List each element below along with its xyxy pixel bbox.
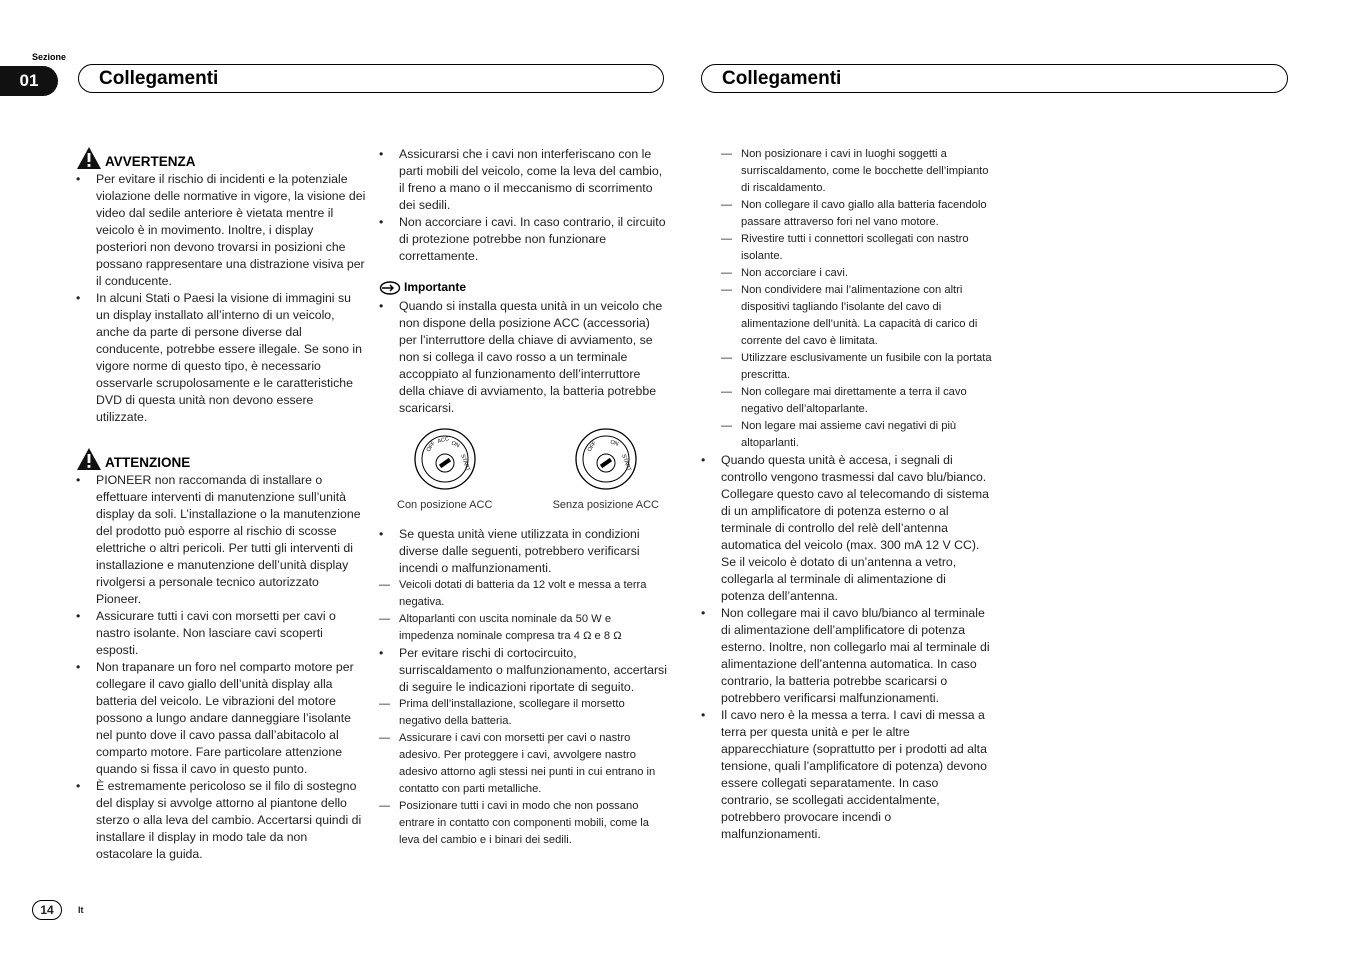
sub-list-item: — Altoparlanti con uscita nominale da 50 W e impedenza nominale compresa tra 4 Ω e 8 Ω [379, 611, 667, 645]
dash-list [721, 146, 993, 452]
key-label-acc: ACC [436, 436, 450, 445]
key-label-start: START [458, 453, 471, 473]
sub-list-item: — Non condividere mai l’alimentazione con altri dispositivi tagliando l’isolante del cavo di alimentazione dell’unità. La capacità di carico di corrente del cavo è limitata. [721, 282, 993, 350]
warning-triangle-icon [76, 146, 102, 170]
sub-list-item: — Utilizzare esclusivamente un fusibile con la portata prescritta. [721, 350, 993, 384]
conditions-list [379, 526, 667, 849]
section-label: Sezione [32, 52, 67, 62]
list-item: • Assicurare tutti i cavi con morsetti per cavi o nastro isolante. Non lasciare cavi scoperti esposti. [76, 608, 366, 659]
list-item-text: Per evitare rischi di cortocircuito, surriscaldamento o malfunzionamento, accertarsi di seguire le indicazioni riportate di seguito. [399, 646, 667, 694]
caution-heading [76, 447, 366, 471]
header-title-left: Collegamenti [99, 67, 219, 89]
figure-with-acc [397, 427, 492, 514]
warning-list [76, 171, 366, 426]
list-item: • Non accorciare i cavi. In caso contrario, il circuito di protezione potrebbe non funzionare correttamente. [379, 214, 667, 265]
sub-list-item: — Non accorciare i cavi. [721, 265, 993, 282]
list-item: • Per evitare il rischio di incidenti e la potenziale violazione delle normative in vigore, la visione dei video dal sedile anteriore è vietata mentre il veicolo è in movimento. Inoltre, i display posteriori non devono trovarsi in posizioni che possano rappresentare una distrazione visiva per il conducente. [76, 171, 366, 290]
sub-list-item: — Posizionare tutti i cavi in modo che non possano entrare in contatto con componenti mobili, come la leva del cambio e i binari dei sedili. [379, 798, 667, 849]
list-item [379, 645, 667, 849]
list-item: • In alcuni Stati o Paesi la visione di immagini su un display installato all’interno di un veicolo, anche da parte di persone diverse dal conducente, potrebbe essere illegale. Se sono in vigore norme di questo tipo, è necessario osservarle scrupolosamente e le caratteristiche DVD di questa unità non devono essere utilizzate. [76, 290, 366, 426]
warning-title: AVVERTENZA [105, 154, 196, 169]
list-item: • Quando si installa questa unità in un veicolo che non dispone della posizione ACC (accessoria) per l’interruttore della chiave di avviamento, se non si collega il cavo rosso a un terminale accoppiato al funzionamento dell’interruttore della chiave di avviamento, la batteria potrebbe scaricarsi. [379, 298, 667, 417]
sub-list-item: — Assicurare i cavi con morsetti per cavi o nastro adesivo. Per proteggere i cavi, avvolgere nastro adesivo attorno agli stessi nei punti in cui entrano in contatto con parti metalliche. [379, 730, 667, 798]
language-code: It [78, 905, 84, 915]
key-label-start: START [619, 453, 632, 473]
figure-without-acc [553, 427, 659, 514]
header-bar-right [701, 64, 1288, 93]
list-item: • È estremamente pericoloso se il filo di sostegno del display si avvolge attorno al piantone dello sterzo o alla leva del cambio. Accertarsi quindi di installare il display in modo tale da non ostacolare la guida. [76, 778, 366, 863]
wiring-list [701, 452, 993, 843]
sub-list-item: — Non collegare il cavo giallo alla batteria facendolo passare attraverso fori nel vano motore. [721, 197, 993, 231]
section-number: 01 [0, 66, 58, 96]
warning-heading [76, 146, 366, 170]
ignition-key-acc-icon [413, 427, 477, 491]
column-1 [76, 146, 366, 863]
list-item: • Quando questa unità è accesa, i segnali di controllo vengono trasmessi dal cavo blu/bianco. Collegare questo cavo al telecomando di sistema di un amplificatore di potenza esterno o al terminale di controllo del relè dell’antenna automatica del veicolo (max. 300 mA 12 V CC). Se il veicolo è dotato di un’antenna a vetro, collegarla al terminale di alimentazione di potenza dell’antenna. [701, 452, 993, 605]
list-item: • Non trapanare un foro nel comparto motore per collegare il cavo giallo dell’unità display alla batteria del veicolo. Le vibrazioni del motore possono a lungo andare danneggiare l’isolante nel punto dove il cavo passa dall’abitacolo al comparto motore. Fare particolare attenzione quando si fissa il cavo in questo punto. [76, 659, 366, 778]
cable-list [379, 146, 667, 265]
figure-caption: Senza posizione ACC [552, 499, 659, 511]
column-3 [721, 146, 993, 843]
column-2 [379, 146, 667, 849]
list-item: • PIONEER non raccomanda di installare o effettuare interventi di manutenzione sull’unità display da soli. L’installazione o la manutenzione del prodotto può esporre al rischio di scosse elettriche o altri pericoli. Per tutti gli interventi di installazione e manutenzione dell’unità display rivolgersi a personale tecnico autorizzato Pioneer. [76, 472, 366, 608]
important-list [379, 298, 667, 417]
key-label-on: ON [609, 439, 619, 448]
warning-triangle-icon [76, 447, 102, 471]
sub-list [379, 577, 667, 645]
list-item: • Non collegare mai il cavo blu/bianco al terminale di alimentazione dell’amplificatore di potenza esterno. Inoltre, non collegarlo mai al terminale di alimentazione dell’antenna automatica. In caso contrario, la batteria potrebbe scaricarsi o potrebbero verificarsi malfunzionamenti. [701, 605, 993, 707]
sub-list-item: — Prima dell’installazione, scollegare il morsetto negativo della batteria. [379, 696, 667, 730]
page-number: 14 [32, 900, 62, 920]
important-note-icon [379, 281, 401, 295]
sub-list [379, 696, 667, 849]
important-title: Importante [404, 280, 467, 294]
header-title-right: Collegamenti [722, 67, 842, 89]
key-label-off: OFF [425, 440, 437, 454]
key-label-off: OFF [586, 440, 598, 454]
sub-list-item: — Rivestire tutti i connettori scollegati con nastro isolante. [721, 231, 993, 265]
caution-list [76, 472, 366, 863]
caution-title: ATTENZIONE [105, 455, 191, 470]
sub-list-item: — Non collegare mai direttamente a terra il cavo negativo dell’altoparlante. [721, 384, 993, 418]
ignition-figures [397, 427, 659, 514]
list-item-text: Se questa unità viene utilizzata in condizioni diverse dalle seguenti, potrebbero verificarsi incendi o malfunzionamenti. [399, 527, 640, 575]
header-bar-left [78, 64, 664, 93]
sub-list-item: — Veicoli dotati di batteria da 12 volt e messa a terra negativa. [379, 577, 667, 611]
key-label-on: ON [449, 440, 460, 450]
ignition-key-no-acc-icon [574, 427, 638, 491]
figure-caption: Con posizione ACC [397, 499, 493, 511]
sub-list-item: — Non posizionare i cavi in luoghi soggetti a surriscaldamento, come le bocchette dell’impianto di riscaldamento. [721, 146, 993, 197]
important-heading [379, 279, 667, 296]
sub-list-item: — Non legare mai assieme cavi negativi di più altoparlanti. [721, 418, 993, 452]
list-item [379, 526, 667, 645]
list-item: • Assicurarsi che i cavi non interferiscano con le parti mobili del veicolo, come la leva del cambio, il freno a mano o il meccanismo di scorrimento dei sedili. [379, 146, 667, 214]
list-item: • Il cavo nero è la messa a terra. I cavi di messa a terra per questa unità e per le altre apparecchiature (soprattutto per i prodotti ad alta tensione, quali l’amplificatore di potenza) devono essere collegati separatamente. In caso contrario, se scollegati accidentalmente, potrebbero provocare incendi o malfunzionamenti. [701, 707, 993, 843]
